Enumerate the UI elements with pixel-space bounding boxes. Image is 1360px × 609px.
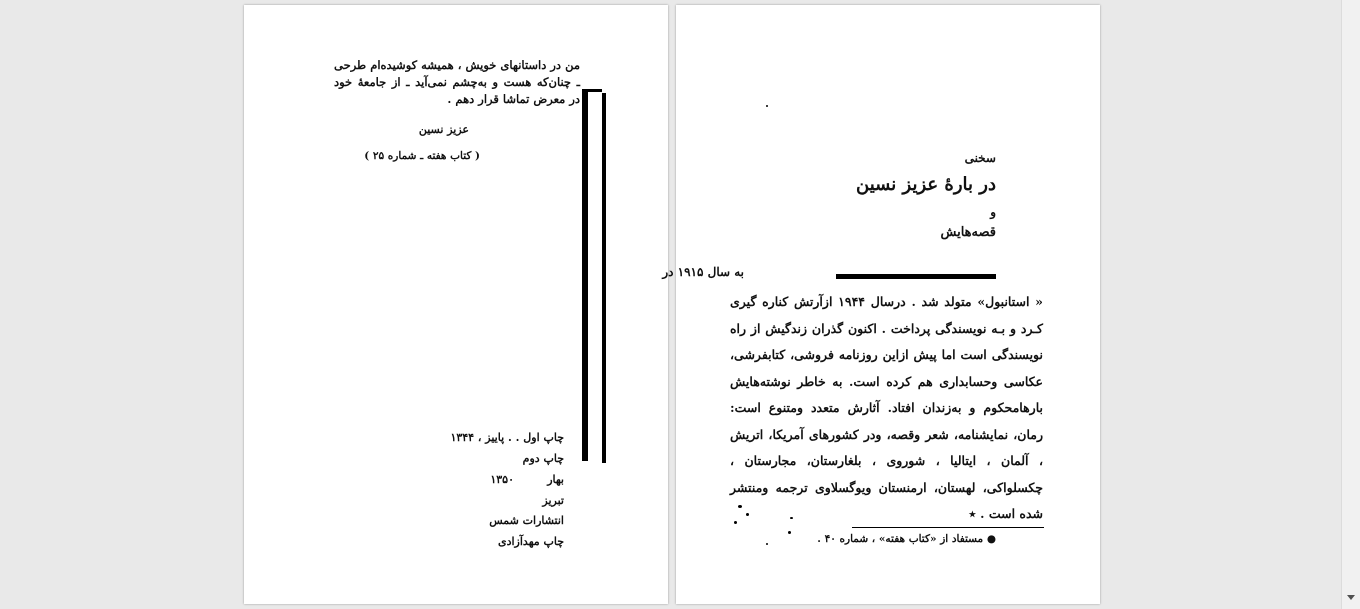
- first-edition-line: چاپ اول . . پاییز ، ۱۳۴۴: [450, 431, 564, 444]
- footnote-rule: [852, 527, 1044, 528]
- scroll-down-arrow-icon[interactable]: [1347, 595, 1355, 600]
- body-opening-line: به سال ۱۹۱۵ در: [662, 265, 744, 279]
- decorative-bar-notch: [588, 89, 602, 92]
- heading-intro: سخنی: [964, 151, 996, 165]
- section-rule: [836, 274, 996, 279]
- heading-subtitle: قصه‌هایش: [940, 225, 996, 240]
- right-page: [662, 5, 1100, 604]
- print-speck: [766, 105, 768, 107]
- print-speck: [788, 531, 791, 534]
- printer-name: چاپ مهدآزادی: [497, 535, 564, 548]
- footnote: ● مستفاد از «کتاب هفته» ، شماره ۴۰ .: [817, 533, 996, 545]
- vertical-scrollbar[interactable]: [1341, 0, 1360, 609]
- heading-title: در بارهٔ عزیز نسین: [856, 174, 996, 195]
- print-speck: [738, 505, 742, 508]
- left-page: [244, 5, 668, 604]
- edition-year: ۱۳۵۰: [490, 473, 514, 486]
- publication-city: تبریز: [542, 494, 564, 507]
- print-speck: [766, 543, 768, 545]
- decorative-bar-thin: [602, 93, 606, 463]
- source-reference: ( کتاب هفته ـ شماره ۲۵ ): [364, 150, 480, 162]
- publisher-name: انتشارات شمس: [489, 514, 564, 527]
- heading-conjunction: و: [990, 205, 996, 219]
- print-speck: [746, 513, 749, 516]
- second-edition-line: چاپ دوم: [522, 452, 564, 465]
- body-paragraph: « استانبول» متولد شد . درسال ۱۹۴۴ ازآرتش کناره گیری کـرد و بـه نویسندگی پرداخت . اکنون گذران زندگیش از راه نویسندگی است اما پیش ازاین روزنامه فروشی، کتابفرشی، عکاسی وحسابداری هم کرده است. به خاطر نوشته‌هایش بارهامحکوم و به‌زندان افتاد. آثارش متعدد ومتنوع است: رمان، نمایشنامه، شعر وقصه، ودر کشورهای آمریکا، اتریش ، آلمان ، ایتالیا ، شوروی ، بلغارستان، مجارستان ، چکسلواکی، لهستان، ارمنستان ویوگسلاوی ترجمه ومنتشر شده است . ٭: [730, 294, 1043, 521]
- print-speck: [734, 521, 737, 524]
- edition-season: بهار: [547, 473, 564, 486]
- epigraph-quote: من در داستانهای خویش ، همیشه کوشیده‌ام طرحی ـ چنان‌که هست و به‌چشم نمی‌آید ـ از جامعهٔ خود در معرض تماشا قرار دهم .: [334, 58, 580, 106]
- author-signature: عزیز نسین: [418, 123, 469, 136]
- decorative-bar-thick: [582, 89, 588, 461]
- print-speck: [790, 517, 793, 519]
